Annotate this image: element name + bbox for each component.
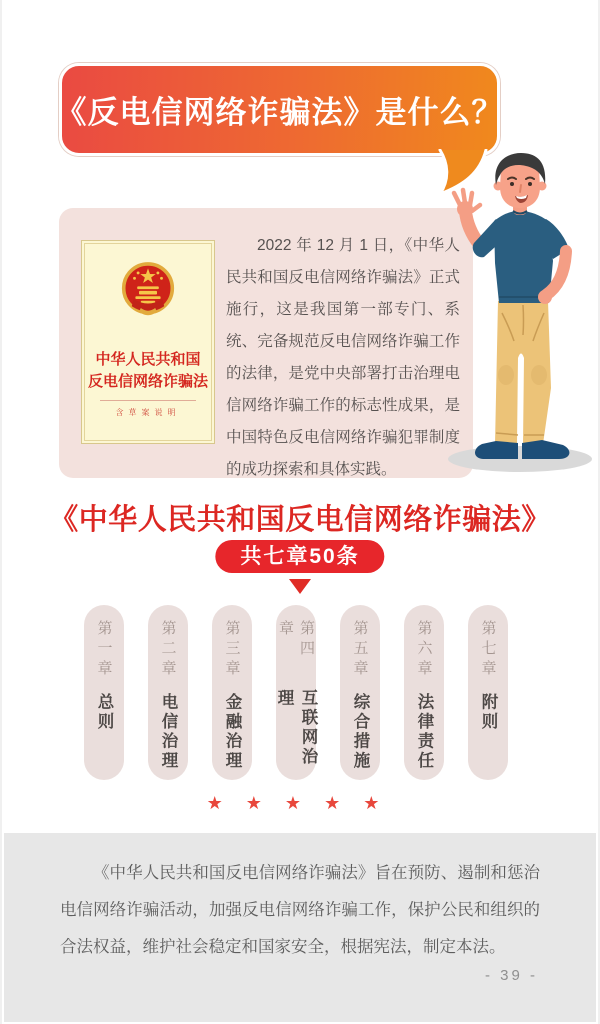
chapter-number: 第五章	[351, 620, 369, 680]
book-subtitle: 含草案说明	[115, 408, 181, 417]
chapter-pill-2	[148, 605, 188, 780]
chapter-pill-5	[340, 605, 380, 780]
chapter-pill-7	[468, 605, 508, 780]
chapter-pill-1	[84, 605, 124, 780]
footer-paragraph: 《中华人民共和国反电信网络诈骗法》旨在预防、遏制和惩治电信网络诈骗活动，加强反电信网络诈骗工作，保护公民和组织的合法权益，维护社会稳定和国家安全，根据宪法，制定本法。	[60, 864, 540, 956]
page-title: 《反电信网络诈骗法》是什么？	[55, 95, 504, 130]
chapter-title: 总则	[95, 693, 113, 732]
intro-section	[59, 208, 473, 478]
star-icon: ★	[206, 793, 223, 813]
chapter-title: 综合措施	[351, 693, 369, 771]
chapter-pill-4	[276, 605, 316, 780]
star-icon: ★	[324, 793, 341, 813]
chapter-title: 互联网治理	[275, 689, 317, 767]
star-icon: ★	[284, 793, 302, 813]
intro-paragraph: 2022 年 12 月 1 日，《中华人民共和国反电信网络诈骗法》正式施行，这是我国第一部专门、系统、完备规范反电信网络诈骗工作的法律，是党中央部署打击治理电信网络诈骗工作的标志性成果，是中国特色反电信网络诈骗犯罪制度的成功探索和具体实践。	[226, 237, 460, 478]
chapter-list	[84, 605, 508, 780]
chapter-number: 第一章	[95, 620, 113, 680]
law-title: 《中华人民共和国反电信网络诈骗法》	[49, 504, 551, 536]
chapter-title: 金融治理	[223, 693, 241, 771]
chapter-number: 第四章	[277, 620, 315, 660]
chapter-number: 第二章	[159, 620, 177, 680]
footer-section	[4, 833, 596, 1022]
down-arrow-icon	[289, 579, 311, 594]
speech-bubble-banner	[55, 63, 504, 156]
presenter-man-illustration	[438, 153, 594, 475]
chapter-number: 第三章	[223, 620, 241, 680]
national-emblem-icon	[121, 261, 175, 337]
chapter-title: 电信治理	[159, 693, 177, 771]
cover-divider	[100, 400, 196, 401]
chapter-number: 第六章	[415, 620, 433, 680]
chapter-title: 附则	[479, 693, 497, 732]
star-row	[2, 793, 584, 814]
chapter-count-badge: 共七章50条	[215, 540, 384, 573]
chapter-title: 法律责任	[415, 693, 433, 771]
book-title-line2: 反电信网络诈骗法	[87, 374, 208, 390]
chapter-pill-6	[404, 605, 444, 780]
star-icon: ★	[245, 793, 262, 813]
chapter-number: 第七章	[479, 620, 497, 680]
law-book-cover	[81, 240, 215, 444]
star-icon: ★	[363, 793, 380, 813]
chapter-pill-3	[212, 605, 252, 780]
book-title-line1: 中华人民共和国	[95, 352, 201, 368]
page-number: - 39 -	[484, 967, 538, 984]
